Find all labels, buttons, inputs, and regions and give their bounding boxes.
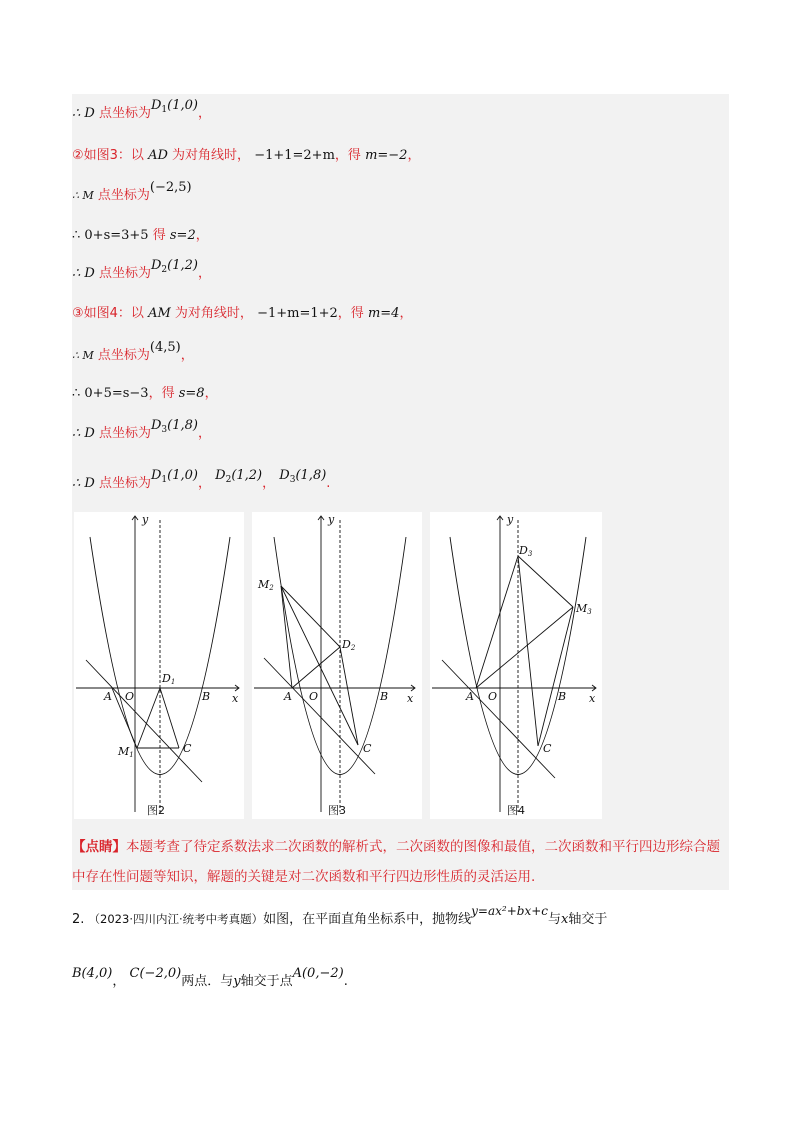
equation: ∴ 0+s=3+5 (72, 228, 149, 243)
comment-tag: 【点睛】 (72, 839, 126, 855)
x-variable: x (561, 912, 569, 927)
label-x: x (232, 692, 239, 705)
question-line-1 (72, 904, 608, 927)
d3-point: $D_3(1,8)$ (279, 468, 327, 485)
punct: ， (197, 106, 211, 121)
seg-dm (518, 556, 573, 607)
figure-2-svg (74, 512, 244, 819)
label-c: C (543, 742, 552, 755)
label-x: x (589, 692, 596, 705)
question-source: （2023·四川内江·统考中考真题） (88, 912, 264, 926)
label-m1: M1 (118, 745, 134, 759)
equation: ∴ 0+5=s−3 (72, 386, 149, 401)
equation: −1+m=1+2 (257, 306, 338, 321)
seg-mc (281, 586, 358, 745)
punct: ， (197, 266, 211, 281)
therefore-m: ∴ M (72, 189, 94, 202)
question-line-2 (72, 966, 348, 989)
y-variable: y (233, 974, 241, 989)
therefore-d: ∴ D (72, 106, 95, 121)
solution-line-5 (72, 258, 211, 288)
label-d1: D1 (162, 672, 176, 686)
seg-ad (476, 556, 518, 688)
text: ，得 (148, 386, 175, 401)
label-m2: M2 (258, 578, 274, 592)
figure-2 (74, 512, 244, 819)
line-ac (264, 658, 375, 774)
equation: −1+1=2+m (254, 148, 335, 163)
result: m=4 (367, 306, 400, 321)
solution-line-7 (72, 340, 194, 366)
question-number: 2. (72, 912, 85, 927)
label-y: y (142, 513, 149, 526)
coord-label: 点坐标为 (98, 266, 151, 281)
punct: ， (112, 974, 126, 989)
label-o: O (309, 690, 319, 703)
punct: ， (197, 476, 211, 491)
text: ，得 (337, 306, 364, 321)
coord-label: 点坐标为 (97, 348, 150, 363)
label-m3: M3 (576, 602, 592, 616)
solution-line-6 (72, 304, 412, 324)
label-c: C (363, 742, 372, 755)
label-a: A (284, 690, 292, 703)
label-b: B (380, 690, 389, 703)
line-ac (86, 660, 202, 782)
m-coord: (4,5) (149, 340, 181, 355)
d-point: $D_3(1,8)$ (150, 418, 198, 435)
caption-fig2: 图2 (147, 804, 165, 817)
text: 得 (152, 228, 166, 243)
comment-text: 本题考查了待定系数法求二次函数的解析式，二次函数的图像和最值，二次函数和平行四边形综合题中存在性问题等知识，解题的关键是对二次函数和平行四边形性质的灵活运用. (72, 839, 720, 885)
seg-am (281, 586, 292, 688)
label-d3: D3 (519, 544, 533, 558)
caption-fig4: 图4 (507, 804, 525, 817)
solution-line-8 (72, 384, 218, 404)
solution-line-2 (72, 146, 420, 166)
question-text-3: 轴交于 (568, 912, 608, 927)
comment-paragraph (72, 832, 727, 892)
label-o: O (125, 690, 135, 703)
point-b: B(4,0) (72, 966, 113, 981)
d2-point: $D_2(1,2)$ (215, 468, 263, 485)
coord-label: 点坐标为 (97, 188, 150, 203)
label-b: B (202, 690, 211, 703)
label-c: C (183, 742, 192, 755)
parabola-expression: y=ax²+bx+c (471, 904, 548, 918)
punct: ， (204, 386, 218, 401)
label-y: y (328, 513, 335, 526)
therefore-d: ∴ D (72, 476, 95, 491)
coord-label: 点坐标为 (98, 476, 151, 491)
label-o: O (488, 690, 498, 703)
punct: ， (197, 426, 211, 441)
question-text-1: 如图，在平面直角坐标系中，抛物线 (263, 912, 472, 927)
text: ，得 (334, 148, 361, 163)
case-text: 为对角线时， (174, 306, 253, 321)
therefore-d: ∴ D (72, 266, 95, 281)
punct: . (343, 974, 348, 989)
m-coord: (−2,5) (149, 180, 192, 195)
coord-label: 点坐标为 (98, 426, 151, 441)
punct: ， (262, 476, 276, 491)
case-label: ③如图4：以 (72, 306, 144, 321)
punct: . (326, 476, 331, 491)
point-c: C(−2,0) (129, 966, 182, 981)
question-text-2: 与 (548, 912, 562, 927)
case-text: 为对角线时， (172, 148, 251, 163)
diagonal-am: AM (148, 306, 171, 321)
diagonal-ad: AD (148, 148, 168, 163)
label-d2: D2 (342, 638, 356, 652)
seg-dc (340, 647, 358, 745)
figure-3 (252, 512, 422, 819)
seg-da (292, 647, 340, 688)
solution-line-1 (72, 98, 211, 128)
d1-point: $D_1(1,0)$ (150, 468, 198, 485)
question-text-5: 轴交于点 (240, 974, 293, 989)
seg-dc (160, 688, 179, 748)
therefore-m: ∴ M (72, 349, 94, 362)
label-a: A (466, 690, 474, 703)
coord-label: 点坐标为 (98, 106, 151, 121)
solution-line-4 (72, 226, 209, 246)
label-b: B (558, 690, 567, 703)
result: m=−2 (365, 148, 408, 163)
therefore-d: ∴ D (72, 426, 95, 441)
case-label: ②如图3：以 (72, 148, 144, 163)
d-point: $D_1(1,0)$ (150, 98, 198, 115)
punct: ， (399, 306, 413, 321)
label-y: y (507, 513, 514, 526)
solution-line-10 (72, 468, 331, 498)
seg-md (137, 688, 160, 748)
label-a: A (104, 690, 112, 703)
question-text-4: 两点．与 (181, 974, 234, 989)
result: s=8 (178, 386, 205, 401)
result: s=2 (169, 228, 196, 243)
d-point: $D_2(1,2)$ (150, 258, 198, 275)
solution-line-9 (72, 418, 211, 448)
punct: ， (195, 228, 209, 243)
caption-fig3: 图3 (328, 804, 346, 817)
figure-3-svg (252, 512, 422, 819)
point-a: A(0,−2) (292, 966, 344, 981)
solution-line-3 (72, 180, 192, 206)
punct: ， (180, 348, 194, 363)
figure-4-svg (430, 512, 602, 819)
label-x: x (407, 692, 414, 705)
line-ac (442, 660, 555, 778)
seg-mc (538, 607, 573, 746)
punct: ， (407, 148, 421, 163)
figure-4 (430, 512, 602, 819)
